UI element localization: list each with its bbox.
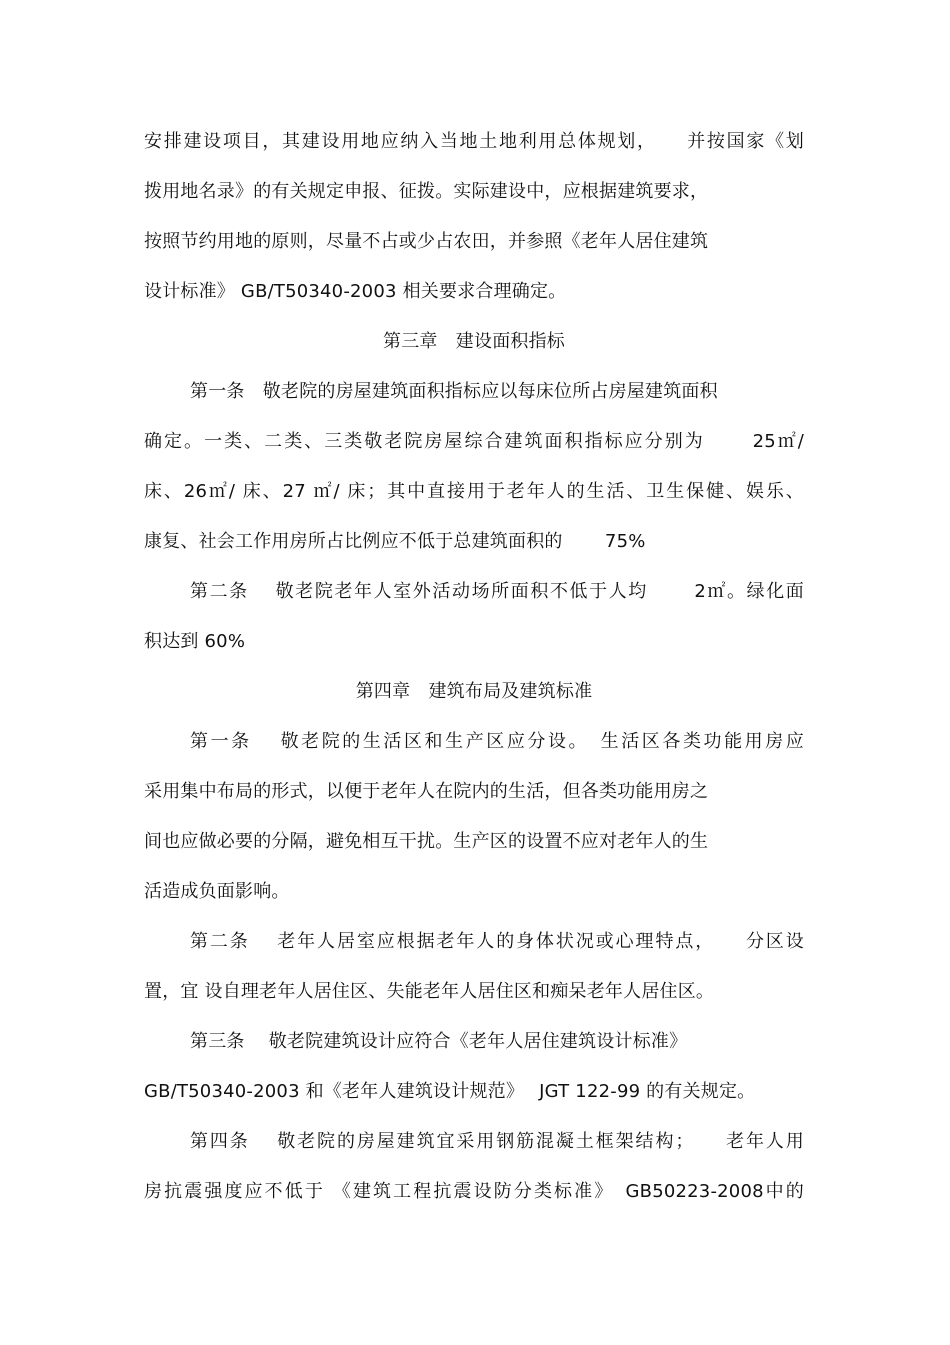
paragraph-line: 间也应做必要的分隔，避免相互干扰。生产区的设置不应对老年人的生: [144, 831, 709, 852]
paragraph-line: 第一条 敬老院的生活区和生产区应分设。 生活区各类功能用房应: [190, 731, 804, 752]
paragraph-line: 第四条 敬老院的房屋建筑宜采用钢筋混凝土框架结构； 老年人用: [190, 1131, 804, 1152]
chapter-heading: 第四章 建筑布局及建筑标准: [355, 681, 593, 702]
chapter-heading: 第三章 建设面积指标: [383, 331, 565, 352]
paragraph-line: 床、26㎡/ 床、27 ㎡/ 床；其中直接用于老年人的生活、卫生保健、娱乐、: [144, 481, 804, 502]
paragraph-line: 第一条 敬老院的房屋建筑面积指标应以每床位所占房屋建筑面积: [190, 381, 718, 402]
paragraph-line: 按照节约用地的原则，尽量不占或少占农田，并参照《老年人居住建筑: [144, 231, 709, 252]
paragraph-line: 第二条 老年人居室应根据老年人的身体状况或心理特点， 分区设: [190, 931, 804, 952]
paragraph-line: 采用集中布局的形式，以便于老年人在院内的生活，但各类功能用房之: [144, 781, 709, 802]
paragraph-line: 康复、社会工作用房所占比例应不低于总建筑面积的 75%: [144, 531, 646, 552]
paragraph-line: 确定。一类、二类、三类敬老院房屋综合建筑面积指标应分别为 25㎡/: [144, 431, 804, 452]
paragraph-line: 房抗震强度应不低于 《建筑工程抗震设防分类标准》 GB50223-2008中的: [144, 1181, 804, 1202]
paragraph-line: 设计标准》 GB/T50340-2003 相关要求合理确定。: [144, 281, 567, 302]
paragraph-line: 积达到 60%: [144, 631, 246, 652]
paragraph-line: 第二条 敬老院老年人室外活动场所面积不低于人均 2㎡。绿化面: [190, 581, 804, 602]
paragraph-line: 置，宜 设自理老年人居住区、失能老年人居住区和痴呆老年人居住区。: [144, 981, 715, 1002]
paragraph-line: 安排建设项目，其建设用地应纳入当地土地利用总体规划， 并按国家《划: [144, 131, 804, 152]
paragraph-line: 活造成负面影响。: [144, 881, 290, 902]
paragraph-line: 拨用地名录》的有关规定申报、征拨。实际建设中，应根据建筑要求，: [144, 181, 709, 202]
paragraph-line: 第三条 敬老院建筑设计应符合《老年人居住建筑设计标准》: [190, 1031, 688, 1052]
paragraph-line: GB/T50340-2003 和《老年人建筑设计规范》 JGT 122-99 的有关规定。: [144, 1081, 756, 1102]
